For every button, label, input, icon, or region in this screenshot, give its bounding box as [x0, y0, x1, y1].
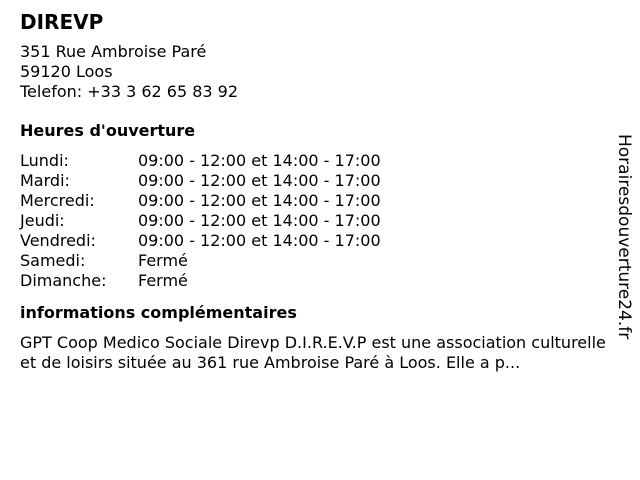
opening-hours-table [20, 151, 612, 291]
hours-time-value: 09:00 - 12:00 et 14:00 - 17:00 [138, 191, 381, 210]
phone-number: Telefon: +33 3 62 65 83 92 [20, 82, 239, 101]
hours-time-value: 09:00 - 12:00 et 14:00 - 17:00 [138, 151, 381, 170]
hours-row-tuesday [20, 171, 612, 191]
hours-row-friday [20, 231, 612, 251]
hours-row-monday [20, 151, 612, 171]
business-name: DIREVP [20, 10, 104, 34]
hours-time-value: Fermé [138, 251, 188, 270]
hours-day-label: Samedi: [20, 251, 86, 270]
hours-day-label: Vendredi: [20, 231, 96, 250]
hours-time-value: Fermé [138, 271, 188, 290]
address-city: 59120 Loos [20, 62, 113, 81]
hours-time-value: 09:00 - 12:00 et 14:00 - 17:00 [138, 171, 381, 190]
hours-day-label: Lundi: [20, 151, 69, 170]
hours-time-value: 09:00 - 12:00 et 14:00 - 17:00 [138, 211, 381, 230]
address-street: 351 Rue Ambroise Paré [20, 42, 207, 61]
hours-day-label: Mercredi: [20, 191, 95, 210]
hours-day-label: Jeudi: [20, 211, 65, 230]
site-watermark: Horairesdouverture24.fr [614, 134, 634, 340]
hours-row-wednesday [20, 191, 612, 211]
hours-row-thursday [20, 211, 612, 231]
hours-day-label: Dimanche: [20, 271, 107, 290]
address-block [20, 42, 612, 102]
hours-time-value: 09:00 - 12:00 et 14:00 - 17:00 [138, 231, 381, 250]
hours-row-sunday [20, 271, 612, 291]
hours-row-saturday [20, 251, 612, 271]
additional-info-heading: informations complémentaires [20, 303, 297, 322]
hours-day-label: Mardi: [20, 171, 70, 190]
opening-hours-heading: Heures d'ouverture [20, 121, 196, 140]
additional-info-text: GPT Coop Medico Sociale Direvp D.I.R.E.V.P est une association culturelle et de loisirs située au 361 rue Ambroise Paré à Loos. Elle a p... [20, 333, 606, 372]
business-card [20, 8, 612, 373]
